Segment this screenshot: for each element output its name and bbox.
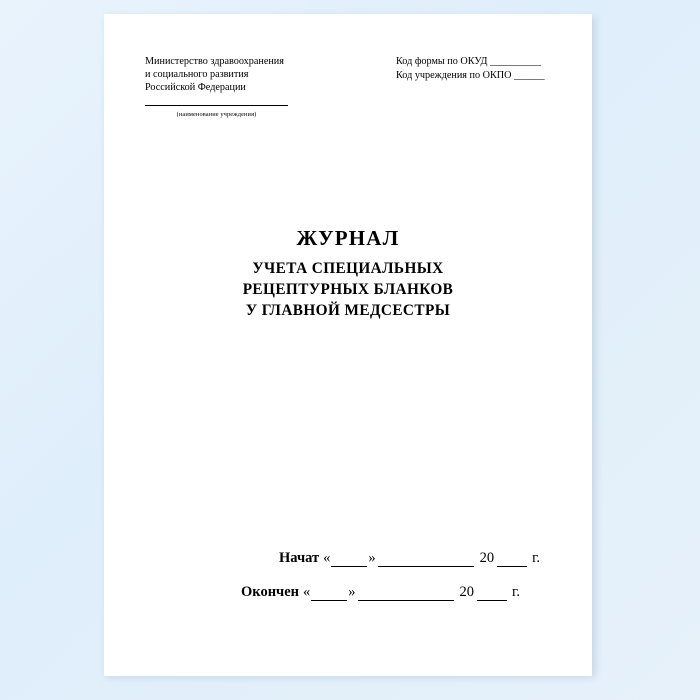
title-subline-1: УЧЕТА СПЕЦИАЛЬНЫХ (252, 260, 444, 277)
started-quote-close: » (368, 550, 376, 566)
institution-caption: (наименование учреждения) (176, 110, 257, 118)
document-header (104, 14, 592, 124)
finished-quote-close: » (348, 584, 356, 600)
started-day-field[interactable] (331, 553, 367, 567)
started-year-prefix: 20 (479, 550, 495, 566)
finished-month-field[interactable] (358, 587, 454, 601)
finished-label: Окончен (241, 584, 300, 600)
code-okud: Код формы по ОКУД __________ (396, 56, 541, 67)
codes-block (396, 55, 545, 83)
page-title: ЖУРНАЛ (296, 226, 400, 250)
started-label: Начат (279, 550, 320, 566)
document-footer (104, 533, 592, 601)
title-subline-3: У ГЛАВНОЙ МЕДСЕСТРЫ (245, 302, 451, 319)
document-page (104, 14, 592, 676)
institution-name-blank-line (145, 104, 288, 106)
started-quote-open: « (323, 550, 331, 566)
started-year-field[interactable] (497, 553, 527, 567)
title-block (104, 226, 592, 321)
finished-day-field[interactable] (311, 587, 347, 601)
ministry-block (145, 55, 288, 121)
finished-year-suffix: г. (512, 584, 520, 600)
ministry-line-1: Министерство здравоохранения (145, 56, 284, 67)
started-line (104, 533, 592, 567)
finished-quote-open: « (303, 584, 311, 600)
finished-year-prefix: 20 (459, 584, 475, 600)
finished-year-field[interactable] (477, 587, 507, 601)
started-month-field[interactable] (378, 553, 474, 567)
code-okpo: Код учреждения по ОКПО ______ (396, 70, 545, 81)
ministry-line-2: и социального развития (145, 69, 249, 81)
finished-line (104, 567, 592, 601)
started-year-suffix: г. (532, 550, 541, 566)
title-subline-2: РЕЦЕПТУРНЫХ БЛАНКОВ (242, 281, 454, 298)
ministry-line-3: Российской Федерации (145, 82, 246, 94)
